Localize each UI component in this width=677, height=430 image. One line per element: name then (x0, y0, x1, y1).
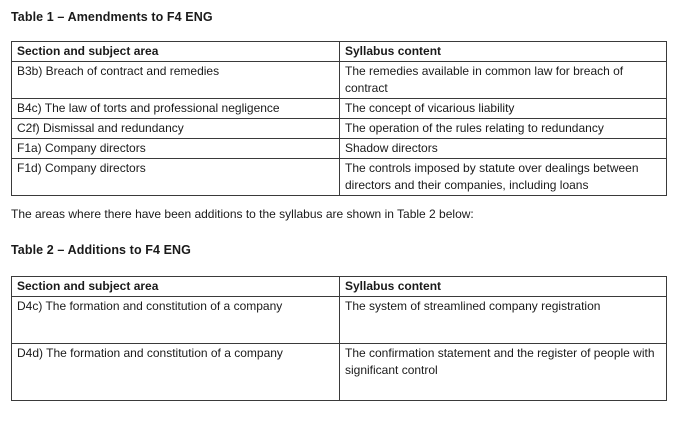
header-section: Section and subject area (12, 277, 340, 297)
intro-paragraph: The areas where there have been additions to the syllabus are shown in Table 2 below: (11, 207, 474, 221)
table-header-row (12, 42, 667, 62)
section-cell: B3b) Breach of contract and remedies (12, 62, 340, 99)
header-syllabus: Syllabus content (340, 42, 667, 62)
syllabus-cell: The controls imposed by statute over dealings between directors and their companies, including loans (340, 159, 667, 196)
section-cell: F1a) Company directors (12, 139, 340, 159)
syllabus-cell: The confirmation statement and the register of people with significant control (340, 344, 667, 401)
section-cell: D4c) The formation and constitution of a company (12, 297, 340, 344)
table-row (12, 297, 667, 344)
header-syllabus: Syllabus content (340, 277, 667, 297)
syllabus-cell: The concept of vicarious liability (340, 99, 667, 119)
section-cell: D4d) The formation and constitution of a company (12, 344, 340, 401)
table2-caption: Table 2 – Additions to F4 ENG (11, 243, 191, 257)
syllabus-cell: The remedies available in common law for breach of contract (340, 62, 667, 99)
section-cell: C2f) Dismissal and redundancy (12, 119, 340, 139)
syllabus-cell: The operation of the rules relating to redundancy (340, 119, 667, 139)
table-header-row (12, 277, 667, 297)
table-row (12, 159, 667, 196)
table-row (12, 139, 667, 159)
table-row (12, 119, 667, 139)
table-row (12, 62, 667, 99)
header-section: Section and subject area (12, 42, 340, 62)
table-row (12, 344, 667, 401)
table1-caption: Table 1 – Amendments to F4 ENG (11, 10, 213, 24)
section-cell: F1d) Company directors (12, 159, 340, 196)
section-cell: B4c) The law of torts and professional negligence (12, 99, 340, 119)
syllabus-cell: Shadow directors (340, 139, 667, 159)
syllabus-cell: The system of streamlined company registration (340, 297, 667, 344)
amendments-table (11, 41, 667, 196)
table-row (12, 99, 667, 119)
additions-table (11, 276, 667, 401)
